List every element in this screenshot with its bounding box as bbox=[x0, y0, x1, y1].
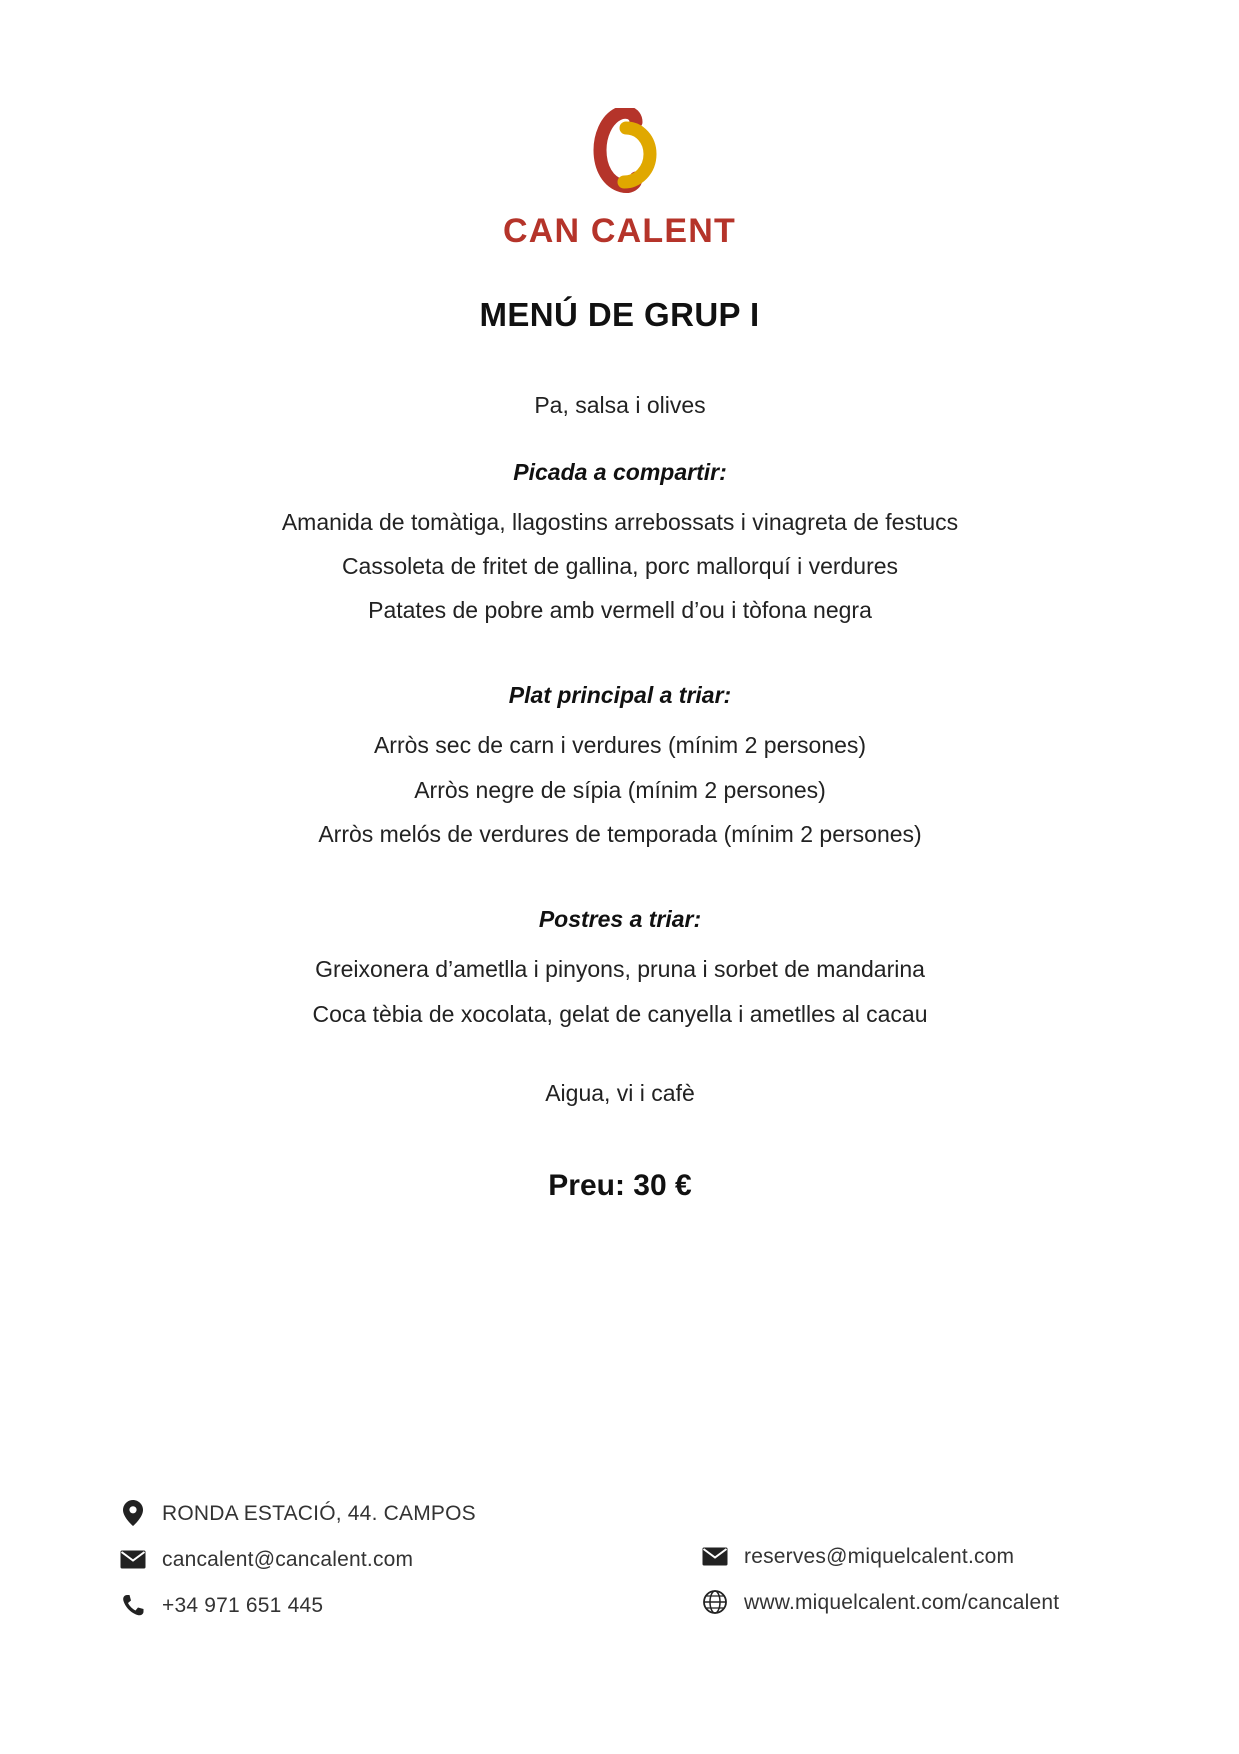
brand-name: CAN CALENT bbox=[503, 212, 736, 250]
menu-item: Patates de pobre amb vermell d’ou i tòfona negra bbox=[368, 597, 872, 624]
footer-website-text: www.miquelcalent.com/cancalent bbox=[744, 1590, 1060, 1614]
menu-section-plat-principal bbox=[120, 682, 1120, 852]
brand-logo bbox=[0, 108, 1239, 251]
menu-content bbox=[120, 388, 1120, 1203]
envelope-icon bbox=[700, 1543, 730, 1569]
menu-item: Arròs negre de sípia (mínim 2 persones) bbox=[414, 776, 826, 803]
footer-phone-row[interactable] bbox=[118, 1592, 476, 1618]
footer bbox=[0, 1500, 1239, 1700]
footer-reservations-email-text: reserves@miquelcalent.com bbox=[744, 1544, 1015, 1568]
footer-address-text: RONDA ESTACIÓ, 44. CAMPOS bbox=[162, 1501, 476, 1525]
section-heading: Plat principal a triar: bbox=[508, 682, 732, 709]
menu-price: Preu: 30 € bbox=[548, 1169, 692, 1203]
menu-item: Amanida de tomàtiga, llagostins arrebossats i vinagreta de festucs bbox=[281, 508, 959, 535]
menu-item: Greixonera d’ametlla i pinyons, pruna i sorbet de mandarina bbox=[315, 956, 925, 983]
footer-address-row bbox=[118, 1500, 476, 1526]
section-heading: Picada a compartir: bbox=[513, 458, 727, 485]
footer-website-row[interactable] bbox=[700, 1589, 1059, 1615]
page-title: MENÚ DE GRUP I bbox=[479, 296, 760, 333]
footer-reservations-email-row[interactable] bbox=[700, 1543, 1059, 1569]
globe-icon bbox=[700, 1589, 730, 1615]
footer-phone-text: +34 971 651 445 bbox=[162, 1593, 324, 1617]
location-pin-icon bbox=[118, 1500, 148, 1526]
phone-icon bbox=[118, 1592, 148, 1618]
menu-item: Cassoleta de fritet de gallina, porc mallorquí i verdures bbox=[341, 552, 899, 579]
menu-drinks: Aigua, vi i cafè bbox=[545, 1080, 695, 1107]
section-heading: Postres a triar: bbox=[538, 906, 702, 933]
menu-item: Arròs melós de verdures de temporada (mínim 2 persones) bbox=[318, 821, 922, 848]
can-calent-c-mark-icon bbox=[566, 108, 674, 200]
footer-contact-left bbox=[118, 1500, 476, 1638]
section-divider bbox=[120, 880, 1120, 906]
menu-section-postres bbox=[120, 906, 1120, 1032]
menu-intro: Pa, salsa i olives bbox=[534, 392, 706, 418]
footer-email-text: cancalent@cancalent.com bbox=[162, 1547, 414, 1571]
menu-item: Arròs sec de carn i verdures (mínim 2 persones) bbox=[373, 732, 867, 759]
menu-item: Coca tèbia de xocolata, gelat de canyella i ametlles al cacau bbox=[312, 1000, 928, 1027]
envelope-icon bbox=[118, 1546, 148, 1572]
footer-contact-right bbox=[700, 1543, 1059, 1635]
menu-section-picada bbox=[120, 459, 1120, 629]
section-divider bbox=[120, 656, 1120, 682]
footer-email-row[interactable] bbox=[118, 1546, 476, 1572]
